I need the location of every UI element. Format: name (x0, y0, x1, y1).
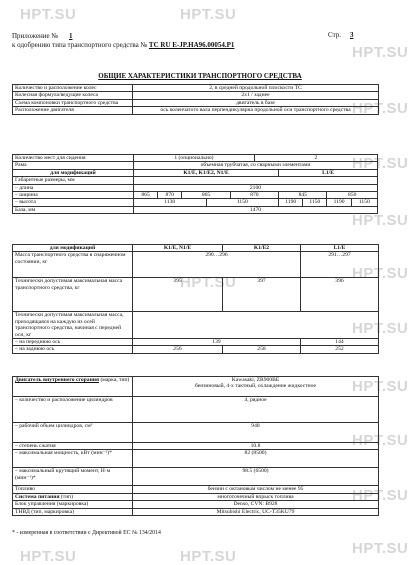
table-row: Колесная формула/ведущие колеса 2x1 / заднее (13, 92, 379, 99)
watermark: HPT.SU (352, 155, 408, 172)
document-header (12, 32, 234, 50)
watermark: HPT.SU (352, 378, 408, 395)
watermark: HPT.SU (180, 274, 237, 291)
table-row: для модификаций K1/E, K1/E2, N1/E L1/E (13, 169, 378, 176)
table-row: Блок управления (маркировка) Denso, CVN: B928 (13, 501, 379, 508)
table-row: – количество и расположение цилиндров 4, рядное (13, 397, 379, 423)
appendix-number: 1 (69, 32, 73, 40)
approval-line: к одобрению типа транспортного средства № (12, 41, 148, 49)
page-title: ОБЩИЕ ХАРАКТЕРИСТИКИ ТРАНСПОРТНОГО СРЕДСТВА (98, 72, 302, 80)
table-row: – максимальная мощность, кВт (мин⁻¹)* 82 (8500) (13, 450, 379, 468)
dimensions-table (12, 154, 378, 214)
table-row: – рабочий объем цилиндров, см³ 948 (13, 423, 379, 443)
engine-table (12, 376, 379, 516)
table-row: ТНВД (тип, маркировка) Mitsubishi Electric, UC-T35KU79 (13, 508, 379, 515)
table-row: – ширина 865 870 865 870 845 850 (13, 192, 378, 199)
mass-table (12, 244, 379, 354)
footnote: * - измеренная в соответствии с Директивой ЕС № 134/2014 (12, 530, 161, 536)
table-row: Двигатель внутреннего сгорания (марка, тип) Kawasaki, ZR900BE бензиновый, 4-х тактный, охлаждение жидкостное (13, 377, 379, 397)
table-row: для модификаций K1/E, N1/E K1/E2 L1/E (13, 245, 379, 252)
table-row: База, мм 1470 (13, 206, 378, 213)
table-row: Габаритные размеры, мм (13, 177, 378, 184)
table-row: Расположение двигателя ось коленчатого вала перпендикулярна продольной оси транспортного средства (13, 107, 379, 114)
watermark: HPT.SU (352, 487, 408, 504)
appendix-label: Приложение № (12, 32, 58, 40)
table-row: Система питания (тип) многоточечный впрыск топлива (13, 493, 379, 500)
table-row: Масса транспортного средства в снаряженном состоянии, кг 290…296 291…297 (13, 252, 379, 278)
watermark: HPT.SU (180, 6, 237, 23)
watermark: HPT.SU (352, 212, 408, 229)
table-row: – максимальный крутящий момент, Н·м (мин⁻¹)* 98.5 (6500) (13, 468, 379, 486)
table-row: – на заднюю ось 256 258 252 (13, 346, 379, 353)
table-row: – высота 1130 1150 1190 1150 1190 1150 (13, 199, 378, 206)
watermark: HPT.SU (20, 548, 77, 565)
watermark: HPT.SU (180, 548, 237, 565)
table-row: Количество и расположение колес 2, в средней продольной плоскости ТС (13, 85, 379, 92)
watermark: HPT.SU (352, 44, 408, 61)
table-row: Рама объемная трубчатая, со сварными элементами (13, 162, 378, 169)
watermark: HPT.SU (352, 265, 408, 282)
table-row: Технически допустимая максимальная масса транспортного средства, кг 395 397 396 (13, 278, 379, 312)
table-row: Схема компоновки транспортного средства двигатель в базе (13, 99, 379, 106)
watermark: HPT.SU (352, 320, 408, 337)
table-row: – на переднюю ось 139 144 (13, 339, 379, 346)
table-row: – длина 2100 (13, 184, 378, 191)
watermark: HPT.SU (352, 100, 408, 117)
table-row: Топливо бензин с октановым числом не менее 95 (13, 486, 379, 493)
watermark: HPT.SU (352, 540, 408, 557)
watermark: HPT.SU (20, 6, 77, 23)
watermark: HPT.SU (352, 432, 408, 449)
table-row: – степень сжатия 10.8 (13, 443, 379, 450)
approval-number: TC RU E-JP.HA96.00054.P1 (148, 41, 235, 49)
table-row: Технически допустимая максимальная масса, приходящаяся на каждую из осей транспортного средства, начиная с передней оси, кг (13, 312, 379, 339)
table-row: Количество мест для сидения 1 (опционально) 2 (13, 155, 378, 162)
general-specs-table (12, 84, 379, 115)
page-number: Стр. 3 (328, 31, 354, 39)
